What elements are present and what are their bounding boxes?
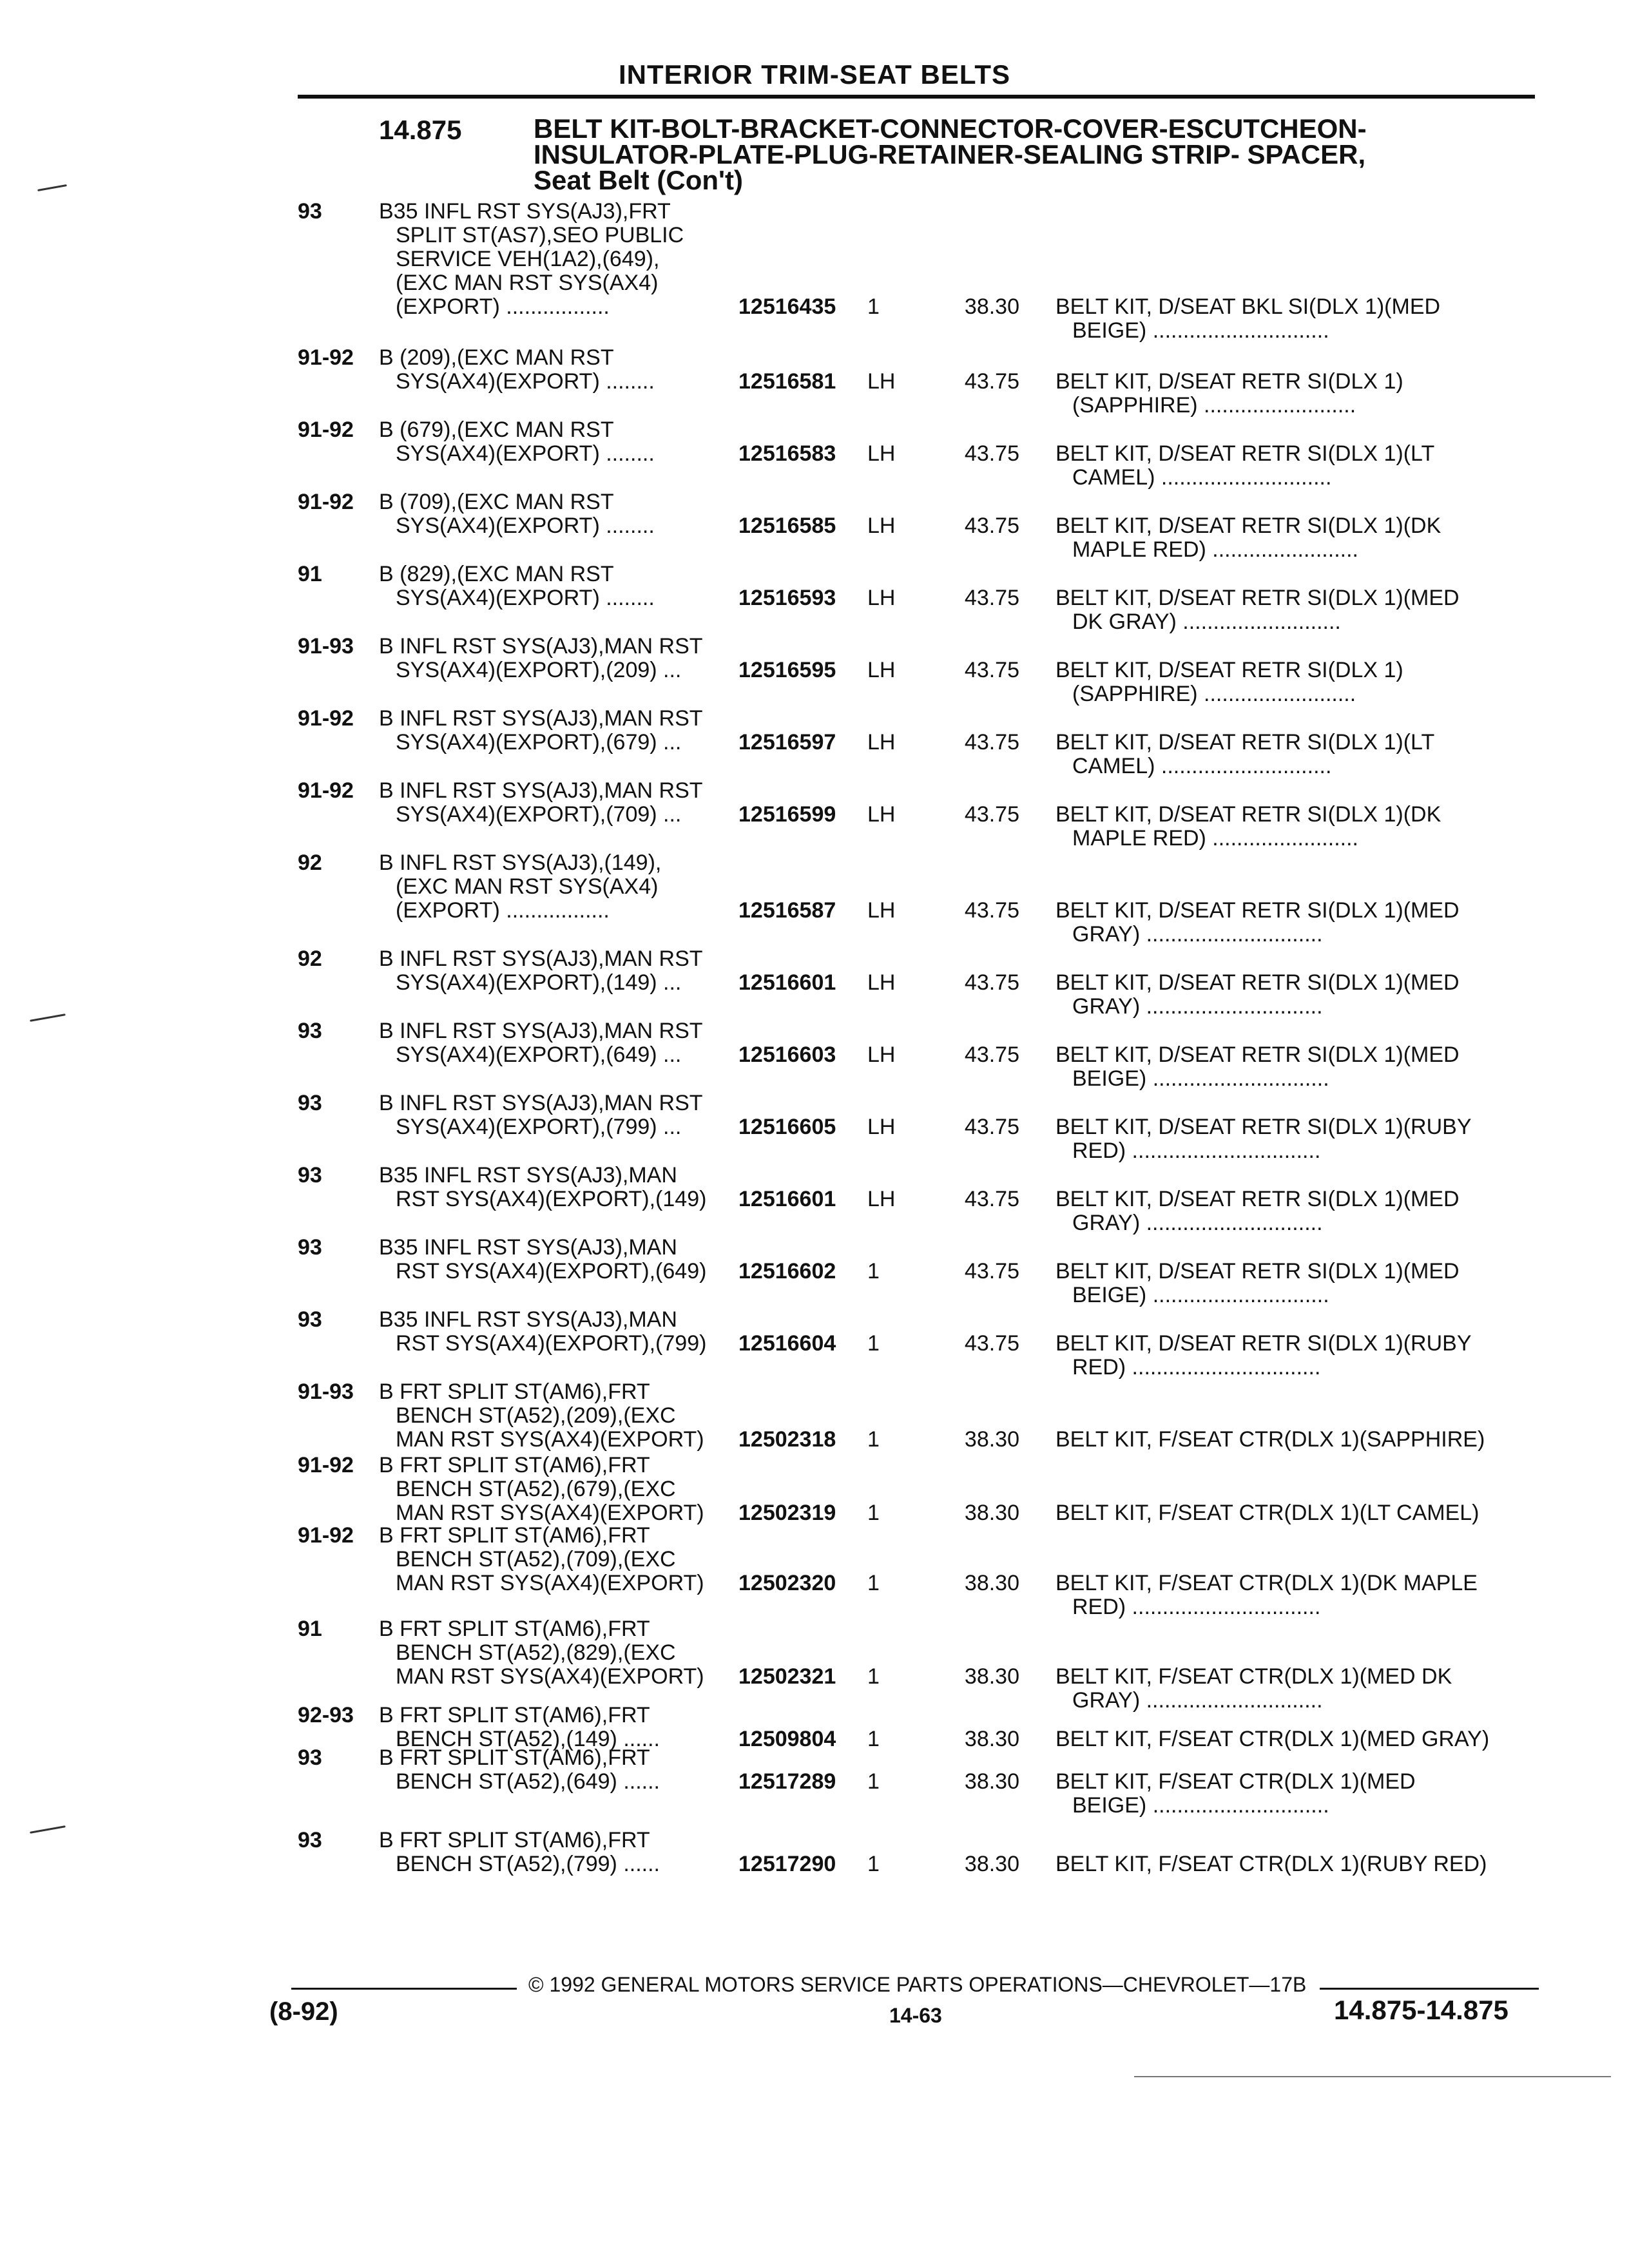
part-number: 12516597	[738, 730, 836, 754]
scan-line	[1134, 2076, 1611, 2077]
price: 43.75	[964, 1331, 1019, 1356]
model-years: 91-92	[298, 1453, 354, 1477]
part-name	[1055, 803, 1532, 850]
quantity: 1	[867, 1331, 880, 1356]
usage-description-line: B35 INFL RST SYS(AJ3),MAN	[379, 1163, 677, 1187]
part-number: 12516603	[738, 1043, 836, 1067]
table-row	[298, 1704, 1535, 1751]
part-number: 12516595	[738, 658, 836, 682]
model-years: 93	[298, 1828, 322, 1852]
part-name-line: RED) ...............................	[1072, 1356, 1321, 1379]
part-name-line: BELT KIT, D/SEAT RETR SI(DLX 1)(DK	[1055, 514, 1441, 538]
header-rule	[298, 95, 1535, 99]
table-row	[298, 562, 1535, 634]
usage-description-line: SYS(AX4)(EXPORT) ........	[396, 514, 655, 538]
part-name-line: BELT KIT, F/SEAT CTR(DLX 1)(SAPPHIRE)	[1055, 1427, 1485, 1452]
quantity: LH	[867, 970, 896, 995]
part-name-line: BELT KIT, D/SEAT RETR SI(DLX 1)(RUBY	[1055, 1331, 1472, 1356]
part-number: 12516587	[738, 898, 836, 923]
part-name-line: BELT KIT, F/SEAT CTR(DLX 1)(DK MAPLE	[1055, 1571, 1478, 1595]
part-number: 12517290	[738, 1852, 836, 1876]
section-title-line1: BELT KIT-BOLT-BRACKET-CONNECTOR-COVER-ESCUTCHEON-	[534, 113, 1367, 144]
part-name	[1055, 1852, 1532, 1876]
price: 43.75	[964, 1259, 1019, 1283]
usage-description-line: MAN RST SYS(AX4)(EXPORT)	[396, 1571, 704, 1595]
price: 38.30	[964, 1501, 1019, 1525]
price: 43.75	[964, 1187, 1019, 1211]
quantity: 1	[867, 1571, 880, 1595]
model-years: 91-92	[298, 418, 354, 442]
usage-description-line: B (829),(EXC MAN RST	[379, 562, 614, 586]
part-name-line: GRAY) .............................	[1072, 995, 1323, 1019]
usage-description-line: B INFL RST SYS(AJ3),(149),	[379, 850, 662, 875]
price: 43.75	[964, 441, 1019, 466]
part-name-line: BEIGE) .............................	[1072, 1283, 1329, 1307]
part-name-line: RED) ...............................	[1072, 1139, 1321, 1163]
part-name-line: DK GRAY) ..........................	[1072, 610, 1341, 634]
part-name-line: BELT KIT, D/SEAT RETR SI(DLX 1)(MED	[1055, 970, 1460, 995]
part-name-line: BELT KIT, D/SEAT RETR SI(DLX 1)(MED	[1055, 1187, 1460, 1211]
usage-description-line: RST SYS(AX4)(EXPORT),(149)	[396, 1187, 707, 1211]
part-name-line: MAPLE RED) ........................	[1072, 538, 1358, 562]
part-number: 12516585	[738, 514, 836, 538]
usage-description-line: MAN RST SYS(AX4)(EXPORT)	[396, 1664, 704, 1689]
price: 38.30	[964, 1571, 1019, 1595]
part-name-line: GRAY) .............................	[1072, 923, 1323, 947]
quantity: 1	[867, 294, 880, 319]
part-number: 12502320	[738, 1571, 836, 1595]
model-years: 93	[298, 1745, 322, 1770]
price: 38.30	[964, 1427, 1019, 1452]
quantity: 1	[867, 1501, 880, 1525]
part-name-line: BELT KIT, F/SEAT CTR(DLX 1)(MED	[1055, 1769, 1416, 1794]
part-name-line: BELT KIT, F/SEAT CTR(DLX 1)(LT CAMEL)	[1055, 1501, 1480, 1525]
usage-description-line: B (679),(EXC MAN RST	[379, 418, 614, 442]
quantity: 1	[867, 1852, 880, 1876]
price: 38.30	[964, 1852, 1019, 1876]
part-name-line: (SAPPHIRE) .........................	[1072, 682, 1356, 706]
usage-description-line: SYS(AX4)(EXPORT),(209) ...	[396, 658, 682, 682]
quantity: 1	[867, 1259, 880, 1283]
usage-description-line: B INFL RST SYS(AJ3),MAN RST	[379, 706, 703, 731]
part-name	[1055, 442, 1532, 490]
usage-description-line: B (209),(EXC MAN RST	[379, 345, 614, 370]
part-name	[1055, 1260, 1532, 1307]
part-name	[1055, 1187, 1532, 1235]
part-name	[1055, 899, 1532, 947]
table-row	[298, 947, 1535, 1019]
part-number: 12502318	[738, 1427, 836, 1452]
part-number: 12516581	[738, 369, 836, 394]
price: 38.30	[964, 1727, 1019, 1751]
model-years: 93	[298, 1091, 322, 1115]
table-row	[298, 1307, 1535, 1379]
section-title	[534, 113, 1539, 195]
section-number: 14.875	[379, 115, 462, 145]
usage-description-line: SYS(AX4)(EXPORT),(799) ...	[396, 1115, 682, 1139]
quantity: LH	[867, 514, 896, 538]
quantity: LH	[867, 1115, 896, 1139]
part-name	[1055, 1332, 1532, 1379]
usage-description-line: B FRT SPLIT ST(AM6),FRT	[379, 1745, 650, 1770]
usage-description-line: SYS(AX4)(EXPORT) ........	[396, 369, 655, 394]
price: 43.75	[964, 970, 1019, 995]
usage-description-line: B INFL RST SYS(AJ3),MAN RST	[379, 778, 703, 803]
table-row	[298, 1091, 1535, 1163]
model-years: 91-92	[298, 706, 354, 731]
usage-description-line: SERVICE VEH(1A2),(649),	[396, 247, 660, 271]
table-row	[298, 1523, 1535, 1619]
quantity: LH	[867, 898, 896, 923]
price: 43.75	[964, 369, 1019, 394]
table-row	[298, 490, 1535, 562]
table-row	[298, 1617, 1535, 1713]
part-name-line: BELT KIT, D/SEAT RETR SI(DLX 1)	[1055, 658, 1403, 682]
usage-description-line: B INFL RST SYS(AJ3),MAN RST	[379, 1019, 703, 1043]
usage-description-line: MAN RST SYS(AX4)(EXPORT)	[396, 1501, 704, 1525]
footer-page-number: 14-63	[889, 2004, 942, 2027]
part-name	[1055, 370, 1532, 418]
part-name	[1055, 1501, 1532, 1525]
usage-description-line: (EXPORT) .................	[396, 898, 610, 923]
quantity: LH	[867, 658, 896, 682]
model-years: 91-93	[298, 1379, 354, 1404]
table-row	[298, 1019, 1535, 1091]
part-name	[1055, 731, 1532, 778]
usage-description-line: (EXPORT) .................	[396, 294, 610, 319]
model-years: 92	[298, 850, 322, 875]
price: 43.75	[964, 658, 1019, 682]
price: 43.75	[964, 586, 1019, 610]
model-years: 93	[298, 1235, 322, 1260]
model-years: 93	[298, 1019, 322, 1043]
usage-description-line: SYS(AX4)(EXPORT),(149) ...	[396, 970, 682, 995]
usage-description-line: B (709),(EXC MAN RST	[379, 490, 614, 514]
part-number: 12516602	[738, 1259, 836, 1283]
part-name-line: BELT KIT, D/SEAT RETR SI(DLX 1)(MED	[1055, 586, 1460, 610]
part-name-line: (SAPPHIRE) .........................	[1072, 394, 1356, 418]
model-years: 93	[298, 199, 322, 224]
price: 43.75	[964, 514, 1019, 538]
table-row	[298, 706, 1535, 778]
part-name-line: BELT KIT, D/SEAT RETR SI(DLX 1)(LT	[1055, 441, 1435, 466]
usage-description-line: B35 INFL RST SYS(AJ3),MAN	[379, 1235, 677, 1260]
section-title-line3: Seat Belt (Con't)	[534, 165, 743, 195]
part-number: 12516583	[738, 441, 836, 466]
table-row	[298, 1235, 1535, 1307]
part-name-line: BELT KIT, D/SEAT RETR SI(DLX 1)(DK	[1055, 802, 1441, 827]
quantity: LH	[867, 369, 896, 394]
quantity: 1	[867, 1427, 880, 1452]
quantity: 1	[867, 1664, 880, 1689]
part-number: 12502321	[738, 1664, 836, 1689]
usage-description-line: B FRT SPLIT ST(AM6),FRT	[379, 1379, 650, 1404]
part-name-line: RED) ...............................	[1072, 1595, 1321, 1619]
price: 43.75	[964, 898, 1019, 923]
part-name-line: BEIGE) .............................	[1072, 1067, 1329, 1091]
part-name	[1055, 586, 1532, 634]
model-years: 91-92	[298, 345, 354, 370]
price: 43.75	[964, 730, 1019, 754]
usage-description-line: B FRT SPLIT ST(AM6),FRT	[379, 1453, 650, 1477]
part-name-line: BEIGE) .............................	[1072, 1794, 1329, 1818]
part-number: 12516435	[738, 294, 836, 319]
part-name-line: BELT KIT, D/SEAT RETR SI(DLX 1)(RUBY	[1055, 1115, 1472, 1139]
footer-rule-left	[291, 1988, 517, 1990]
table-row	[298, 778, 1535, 850]
price: 38.30	[964, 294, 1019, 319]
part-name	[1055, 514, 1532, 562]
part-number: 12516601	[738, 970, 836, 995]
usage-description-line: B FRT SPLIT ST(AM6),FRT	[379, 1703, 650, 1727]
part-name	[1055, 971, 1532, 1019]
part-name-line: GRAY) .............................	[1072, 1211, 1323, 1235]
part-name	[1055, 1571, 1532, 1619]
table-row	[298, 418, 1535, 490]
table-row	[298, 199, 1535, 343]
part-number: 12516605	[738, 1115, 836, 1139]
part-name-line: BELT KIT, D/SEAT RETR SI(DLX 1)(MED	[1055, 1259, 1460, 1283]
part-number: 12516593	[738, 586, 836, 610]
table-row	[298, 1829, 1535, 1876]
part-name	[1055, 658, 1532, 706]
price: 43.75	[964, 1043, 1019, 1067]
price: 43.75	[964, 1115, 1019, 1139]
usage-description-line: BENCH ST(A52),(799) ......	[396, 1852, 660, 1876]
part-name	[1055, 1115, 1532, 1163]
model-years: 91-92	[298, 490, 354, 514]
usage-description-line: SYS(AX4)(EXPORT),(679) ...	[396, 730, 682, 754]
usage-description-line: BENCH ST(A52),(829),(EXC	[396, 1640, 676, 1665]
usage-description-line: B FRT SPLIT ST(AM6),FRT	[379, 1828, 650, 1852]
usage-description-line: SYS(AX4)(EXPORT),(649) ...	[396, 1043, 682, 1067]
model-years: 91-93	[298, 634, 354, 658]
part-name-line: BELT KIT, D/SEAT RETR SI(DLX 1)(MED	[1055, 898, 1460, 923]
usage-description-line: RST SYS(AX4)(EXPORT),(799)	[396, 1331, 707, 1356]
usage-description-line: BENCH ST(A52),(709),(EXC	[396, 1547, 676, 1571]
part-name-line: BEIGE) .............................	[1072, 319, 1329, 343]
usage-description-line: B35 INFL RST SYS(AJ3),FRT	[379, 199, 671, 224]
table-row	[298, 1163, 1535, 1235]
model-years: 91	[298, 562, 322, 586]
usage-description-line: (EXC MAN RST SYS(AX4)	[396, 874, 659, 899]
part-name-line: BELT KIT, F/SEAT CTR(DLX 1)(RUBY RED)	[1055, 1852, 1487, 1876]
part-name-line: BELT KIT, D/SEAT BKL SI(DLX 1)(MED	[1055, 294, 1441, 319]
model-years: 91	[298, 1617, 322, 1641]
price: 43.75	[964, 802, 1019, 827]
usage-description-line: B FRT SPLIT ST(AM6),FRT	[379, 1617, 650, 1641]
part-name-line: BELT KIT, F/SEAT CTR(DLX 1)(MED DK	[1055, 1664, 1452, 1689]
usage-description-line: (EXC MAN RST SYS(AX4)	[396, 271, 659, 295]
table-row	[298, 850, 1535, 947]
model-years: 92-93	[298, 1703, 354, 1727]
price: 38.30	[964, 1769, 1019, 1794]
usage-description-line: SYS(AX4)(EXPORT) ........	[396, 586, 655, 610]
table-row	[298, 1454, 1535, 1525]
part-name-line: GRAY) .............................	[1072, 1689, 1323, 1713]
quantity: LH	[867, 730, 896, 754]
part-name-line: BELT KIT, F/SEAT CTR(DLX 1)(MED GRAY)	[1055, 1727, 1490, 1751]
model-years: 91-92	[298, 1523, 354, 1548]
usage-description-line: RST SYS(AX4)(EXPORT),(649)	[396, 1259, 707, 1283]
part-name-line: BELT KIT, D/SEAT RETR SI(DLX 1)(MED	[1055, 1043, 1460, 1067]
table-row	[298, 634, 1535, 706]
part-name	[1055, 1428, 1532, 1452]
usage-description-line: B INFL RST SYS(AJ3),MAN RST	[379, 634, 703, 658]
model-years: 91-92	[298, 778, 354, 803]
table-row	[298, 1745, 1535, 1818]
part-number: 12516604	[738, 1331, 836, 1356]
scan-mark	[30, 1825, 66, 1834]
usage-description-line: B FRT SPLIT ST(AM6),FRT	[379, 1523, 650, 1548]
part-name	[1055, 1770, 1532, 1818]
part-name	[1055, 295, 1532, 343]
model-years: 92	[298, 947, 322, 971]
usage-description-line: SYS(AX4)(EXPORT),(709) ...	[396, 802, 682, 827]
part-name-line: MAPLE RED) ........................	[1072, 827, 1358, 850]
part-number: 12516601	[738, 1187, 836, 1211]
quantity: LH	[867, 586, 896, 610]
usage-description-line: B35 INFL RST SYS(AJ3),MAN	[379, 1307, 677, 1332]
page-title: INTERIOR TRIM-SEAT BELTS	[618, 59, 1011, 90]
usage-description-line: BENCH ST(A52),(209),(EXC	[396, 1403, 676, 1428]
scan-mark	[37, 184, 67, 191]
part-number: 12517289	[738, 1769, 836, 1794]
part-name-line: CAMEL) ............................	[1072, 466, 1332, 490]
footer-copyright: © 1992 GENERAL MOTORS SERVICE PARTS OPERATIONS—CHEVROLET—17B	[528, 1973, 1307, 1996]
quantity: 1	[867, 1727, 880, 1751]
part-name-line: BELT KIT, D/SEAT RETR SI(DLX 1)	[1055, 369, 1403, 394]
usage-description-line: BENCH ST(A52),(679),(EXC	[396, 1477, 676, 1501]
quantity: LH	[867, 441, 896, 466]
quantity: LH	[867, 1187, 896, 1211]
table-row	[298, 1380, 1535, 1452]
usage-description-line: SYS(AX4)(EXPORT) ........	[396, 441, 655, 466]
part-name	[1055, 1043, 1532, 1091]
part-number: 12502319	[738, 1501, 836, 1525]
scan-mark	[30, 1014, 66, 1022]
part-name-line: CAMEL) ............................	[1072, 754, 1332, 778]
usage-description-line: B INFL RST SYS(AJ3),MAN RST	[379, 947, 703, 971]
quantity: LH	[867, 1043, 896, 1067]
footer-rule-right	[1320, 1988, 1539, 1990]
part-name-line: BELT KIT, D/SEAT RETR SI(DLX 1)(LT	[1055, 730, 1435, 754]
usage-description-line: SPLIT ST(AS7),SEO PUBLIC	[396, 223, 684, 247]
model-years: 93	[298, 1163, 322, 1187]
usage-description-line: BENCH ST(A52),(149) ......	[396, 1727, 660, 1751]
price: 38.30	[964, 1664, 1019, 1689]
part-number: 12516599	[738, 802, 836, 827]
quantity: 1	[867, 1769, 880, 1794]
table-row	[298, 345, 1535, 418]
part-number: 12509804	[738, 1727, 836, 1751]
quantity: LH	[867, 802, 896, 827]
section-title-line2: INSULATOR-PLATE-PLUG-RETAINER-SEALING STRIP- SPACER,	[534, 139, 1366, 169]
footer-date: (8-92)	[269, 1997, 338, 2026]
footer-section-range: 14.875-14.875	[1334, 1995, 1509, 2025]
usage-description-line: B INFL RST SYS(AJ3),MAN RST	[379, 1091, 703, 1115]
usage-description-line: BENCH ST(A52),(649) ......	[396, 1769, 660, 1794]
model-years: 93	[298, 1307, 322, 1332]
usage-description-line: MAN RST SYS(AX4)(EXPORT)	[396, 1427, 704, 1452]
